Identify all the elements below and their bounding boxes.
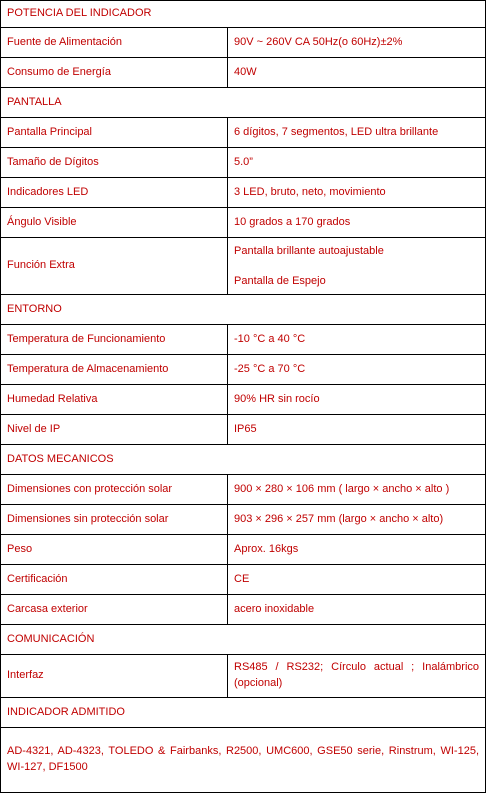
section-title-potencia: POTENCIA DEL INDICADOR [1, 1, 486, 28]
spec-label: Dimensiones sin protección solar [1, 505, 228, 535]
spec-label: Pantalla Principal [1, 118, 228, 148]
spec-label: Ángulo Visible [1, 208, 228, 238]
spec-value: 3 LED, bruto, neto, movimiento [228, 178, 486, 208]
spec-label: Dimensiones con protección solar [1, 475, 228, 505]
spec-value: 903 × 296 × 257 mm (largo × ancho × alto) [228, 505, 486, 535]
spec-label: Consumo de Energía [1, 58, 228, 88]
table-row [1, 238, 486, 295]
spec-value: RS485 / RS232; Círculo actual ; Inalámbrico (opcional) [228, 655, 486, 698]
spec-value: CE [228, 565, 486, 595]
spec-value: acero inoxidable [228, 595, 486, 625]
table-row [1, 118, 486, 148]
spec-label: Peso [1, 535, 228, 565]
spec-value: 5.0” [228, 148, 486, 178]
table-row [1, 385, 486, 415]
spec-value: 900 × 280 × 106 mm ( largo × ancho × alto ) [228, 475, 486, 505]
section-title-entorno: ENTORNO [1, 295, 486, 325]
table-row [1, 415, 486, 445]
supported-indicators-text: AD-4321, AD-4323, TOLEDO & Fairbanks, R2500, UMC600, GSE50 serie, Rinstrum, WI-125, WI-127, DF1500 [1, 728, 486, 793]
spec-value: 40W [228, 58, 486, 88]
section-title-admitido: INDICADOR ADMITIDO [1, 698, 486, 728]
spec-value: 90% HR sin rocío [228, 385, 486, 415]
spec-label: Certificación [1, 565, 228, 595]
spec-value-line: Pantalla brillante autoajustable [234, 245, 384, 257]
table-row [1, 208, 486, 238]
spec-value: 6 dígitos, 7 segmentos, LED ultra brillante [228, 118, 486, 148]
spec-value: -10 °C a 40 °C [228, 325, 486, 355]
table-row [1, 355, 486, 385]
table-row [1, 728, 486, 793]
spec-label: Indicadores LED [1, 178, 228, 208]
section-title-pantalla: PANTALLA [1, 88, 486, 118]
table-row [1, 475, 486, 505]
spec-value: 90V ~ 260V CA 50Hz(o 60Hz)±2% [228, 28, 486, 58]
section-title-mecanicos: DATOS MECANICOS [1, 445, 486, 475]
table-row [1, 655, 486, 698]
spec-label: Interfaz [1, 655, 228, 698]
spec-value: -25 °C a 70 °C [228, 355, 486, 385]
spec-label: Nivel de IP [1, 415, 228, 445]
spec-value [228, 238, 486, 295]
table-row [1, 325, 486, 355]
spec-label: Tamaño de Dígitos [1, 148, 228, 178]
spec-value: IP65 [228, 415, 486, 445]
spec-label: Temperatura de Funcionamiento [1, 325, 228, 355]
table-row [1, 148, 486, 178]
spec-label: Carcasa exterior [1, 595, 228, 625]
spec-value-line: Pantalla de Espejo [234, 275, 326, 287]
spec-value: 10 grados a 170 grados [228, 208, 486, 238]
spec-label: Fuente de Alimentación [1, 28, 228, 58]
table-row [1, 28, 486, 58]
table-row [1, 595, 486, 625]
table-row [1, 58, 486, 88]
spec-label: Temperatura de Almacenamiento [1, 355, 228, 385]
table-row [1, 178, 486, 208]
table-row [1, 535, 486, 565]
table-row [1, 565, 486, 595]
spec-value: Aprox. 16kgs [228, 535, 486, 565]
spec-label: Humedad Relativa [1, 385, 228, 415]
section-title-comunicacion: COMUNICACIÓN [1, 625, 486, 655]
table-row [1, 505, 486, 535]
spec-label: Función Extra [1, 238, 228, 295]
